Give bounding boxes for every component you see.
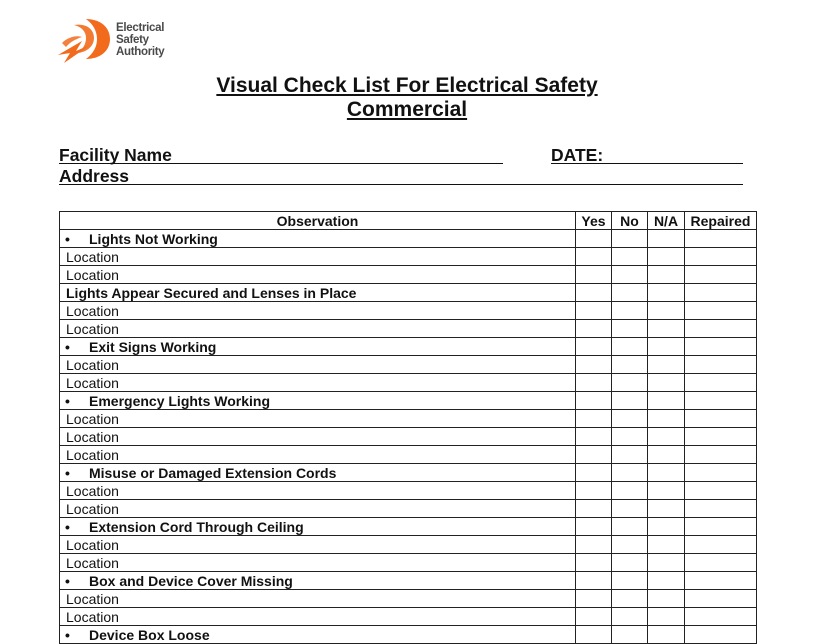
repaired-cell[interactable] (685, 248, 757, 266)
na-cell[interactable] (648, 554, 685, 572)
repaired-cell[interactable] (685, 500, 757, 518)
location-cell: Location (60, 428, 576, 446)
repaired-cell[interactable] (685, 608, 757, 626)
no-cell[interactable] (612, 590, 648, 608)
repaired-cell[interactable] (685, 338, 757, 356)
table-row (60, 590, 757, 608)
repaired-cell[interactable] (685, 266, 757, 284)
document-subtitle: Commercial (346, 98, 468, 121)
facility-name-label: Facility Name (59, 145, 172, 165)
table-row (60, 518, 757, 536)
no-cell[interactable] (612, 572, 648, 590)
esa-logo-icon (56, 15, 116, 75)
repaired-cell[interactable] (685, 446, 757, 464)
na-cell[interactable] (648, 536, 685, 554)
checklist-table (59, 211, 757, 644)
na-cell[interactable] (648, 356, 685, 374)
no-cell[interactable] (612, 608, 648, 626)
bullet-icon: • (65, 572, 70, 589)
col-repaired: Repaired (685, 212, 757, 230)
location-cell: Location (60, 248, 576, 266)
na-cell[interactable] (648, 374, 685, 392)
col-observation: Observation (60, 212, 576, 230)
repaired-cell[interactable] (685, 356, 757, 374)
logo-text-safety: Safety (116, 34, 149, 46)
bullet-icon: • (65, 464, 70, 481)
repaired-cell[interactable] (685, 536, 757, 554)
bullet-icon: • (65, 338, 70, 355)
observation-item (60, 518, 576, 536)
na-cell[interactable] (648, 392, 685, 410)
table-row (60, 320, 757, 338)
location-cell: Location (60, 500, 576, 518)
address-label: Address (59, 166, 130, 186)
repaired-cell[interactable] (685, 320, 757, 338)
yes-cell[interactable] (576, 302, 612, 320)
no-cell[interactable] (612, 554, 648, 572)
table-row (60, 464, 757, 482)
repaired-cell[interactable] (685, 518, 757, 536)
no-cell[interactable] (612, 356, 648, 374)
no-cell[interactable] (612, 464, 648, 482)
esa-logo (56, 15, 176, 75)
table-header-row (60, 212, 757, 230)
yes-cell[interactable] (576, 572, 612, 590)
no-cell[interactable] (612, 500, 648, 518)
location-cell: Location (60, 356, 576, 374)
repaired-cell[interactable] (685, 302, 757, 320)
yes-cell[interactable] (576, 230, 612, 248)
repaired-cell[interactable] (685, 374, 757, 392)
table-row (60, 500, 757, 518)
no-cell[interactable] (612, 482, 648, 500)
na-cell[interactable] (648, 428, 685, 446)
address-line[interactable] (59, 184, 743, 185)
yes-cell[interactable] (576, 536, 612, 554)
no-cell[interactable] (612, 392, 648, 410)
observation-item (60, 338, 576, 356)
table-row (60, 374, 757, 392)
no-cell[interactable] (612, 302, 648, 320)
no-cell[interactable] (612, 266, 648, 284)
observation-item: Lights Appear Secured and Lenses in Place (60, 284, 576, 302)
observation-text: Exit Signs Working (89, 338, 217, 355)
table-row (60, 554, 757, 572)
table-row (60, 572, 757, 590)
bullet-icon: • (65, 230, 70, 247)
na-cell[interactable] (648, 230, 685, 248)
yes-cell[interactable] (576, 374, 612, 392)
table-row (60, 410, 757, 428)
location-cell: Location (60, 320, 576, 338)
repaired-cell[interactable] (685, 230, 757, 248)
table-row (60, 284, 757, 302)
yes-cell[interactable] (576, 320, 612, 338)
table-row (60, 608, 757, 626)
no-cell[interactable] (612, 338, 648, 356)
yes-cell[interactable] (576, 266, 612, 284)
na-cell[interactable] (648, 338, 685, 356)
no-cell[interactable] (612, 374, 648, 392)
col-yes: Yes (576, 212, 612, 230)
na-cell[interactable] (648, 446, 685, 464)
observation-text: Emergency Lights Working (89, 392, 270, 409)
yes-cell[interactable] (576, 410, 612, 428)
observation-text: Extension Cord Through Ceiling (89, 518, 304, 535)
repaired-cell[interactable] (685, 482, 757, 500)
location-cell: Location (60, 608, 576, 626)
table-row (60, 428, 757, 446)
location-cell: Location (60, 410, 576, 428)
yes-cell[interactable] (576, 392, 612, 410)
yes-cell[interactable] (576, 338, 612, 356)
na-cell[interactable] (648, 518, 685, 536)
na-cell[interactable] (648, 608, 685, 626)
yes-cell[interactable] (576, 446, 612, 464)
yes-cell[interactable] (576, 482, 612, 500)
no-cell[interactable] (612, 284, 648, 302)
location-cell: Location (60, 482, 576, 500)
location-cell: Location (60, 536, 576, 554)
location-cell: Location (60, 266, 576, 284)
na-cell[interactable] (648, 302, 685, 320)
repaired-cell[interactable] (685, 572, 757, 590)
yes-cell[interactable] (576, 356, 612, 374)
observation-text: Lights Not Working (89, 230, 218, 247)
repaired-cell[interactable] (685, 590, 757, 608)
logo-text-electrical: Electrical (116, 22, 165, 34)
observation-item (60, 572, 576, 590)
observation-item (60, 230, 576, 248)
na-cell[interactable] (648, 320, 685, 338)
na-cell[interactable] (648, 464, 685, 482)
date-label: DATE: (551, 145, 604, 165)
no-cell[interactable] (612, 536, 648, 554)
col-na: N/A (648, 212, 685, 230)
no-cell[interactable] (612, 248, 648, 266)
logo-text-authority: Authority (116, 46, 165, 58)
no-cell[interactable] (612, 518, 648, 536)
no-cell[interactable] (612, 446, 648, 464)
location-cell: Location (60, 446, 576, 464)
table-row (60, 536, 757, 554)
observation-text: Box and Device Cover Missing (89, 572, 293, 589)
yes-cell[interactable] (576, 608, 612, 626)
document-title: Visual Check List For Electrical Safety (216, 74, 598, 97)
location-cell: Location (60, 302, 576, 320)
repaired-cell[interactable] (685, 392, 757, 410)
na-cell[interactable] (648, 266, 685, 284)
col-no: No (612, 212, 648, 230)
table-row (60, 248, 757, 266)
repaired-cell[interactable] (685, 284, 757, 302)
location-cell: Location (60, 374, 576, 392)
table-row (60, 338, 757, 356)
na-cell[interactable] (648, 500, 685, 518)
na-cell[interactable] (648, 590, 685, 608)
table-row (60, 392, 757, 410)
observation-item (60, 392, 576, 410)
na-cell[interactable] (648, 572, 685, 590)
no-cell[interactable] (612, 410, 648, 428)
yes-cell[interactable] (576, 248, 612, 266)
date-line[interactable] (551, 163, 743, 164)
observation-text: Misuse or Damaged Extension Cords (89, 464, 337, 481)
na-cell[interactable] (648, 482, 685, 500)
na-cell[interactable] (648, 284, 685, 302)
table-row (60, 356, 757, 374)
repaired-cell[interactable] (685, 428, 757, 446)
facility-name-line[interactable] (59, 163, 503, 164)
yes-cell[interactable] (576, 518, 612, 536)
yes-cell[interactable] (576, 284, 612, 302)
location-cell: Location (60, 554, 576, 572)
location-cell: Location (60, 590, 576, 608)
table-row (60, 230, 757, 248)
bullet-icon: • (65, 626, 70, 643)
na-cell[interactable] (648, 410, 685, 428)
table-row (60, 266, 757, 284)
bullet-icon: • (65, 392, 70, 409)
repaired-cell[interactable] (685, 554, 757, 572)
yes-cell[interactable] (576, 590, 612, 608)
table-row (60, 446, 757, 464)
yes-cell[interactable] (576, 500, 612, 518)
repaired-cell[interactable] (685, 410, 757, 428)
table-row (60, 482, 757, 500)
yes-cell[interactable] (576, 464, 612, 482)
no-cell[interactable] (612, 428, 648, 446)
yes-cell[interactable] (576, 554, 612, 572)
no-cell[interactable] (612, 320, 648, 338)
table-row (60, 302, 757, 320)
no-cell[interactable] (612, 230, 648, 248)
repaired-cell[interactable] (685, 464, 757, 482)
observation-item (60, 464, 576, 482)
na-cell[interactable] (648, 248, 685, 266)
observation-text: Device Box Loose (89, 626, 210, 643)
bullet-icon: • (65, 518, 70, 535)
yes-cell[interactable] (576, 428, 612, 446)
